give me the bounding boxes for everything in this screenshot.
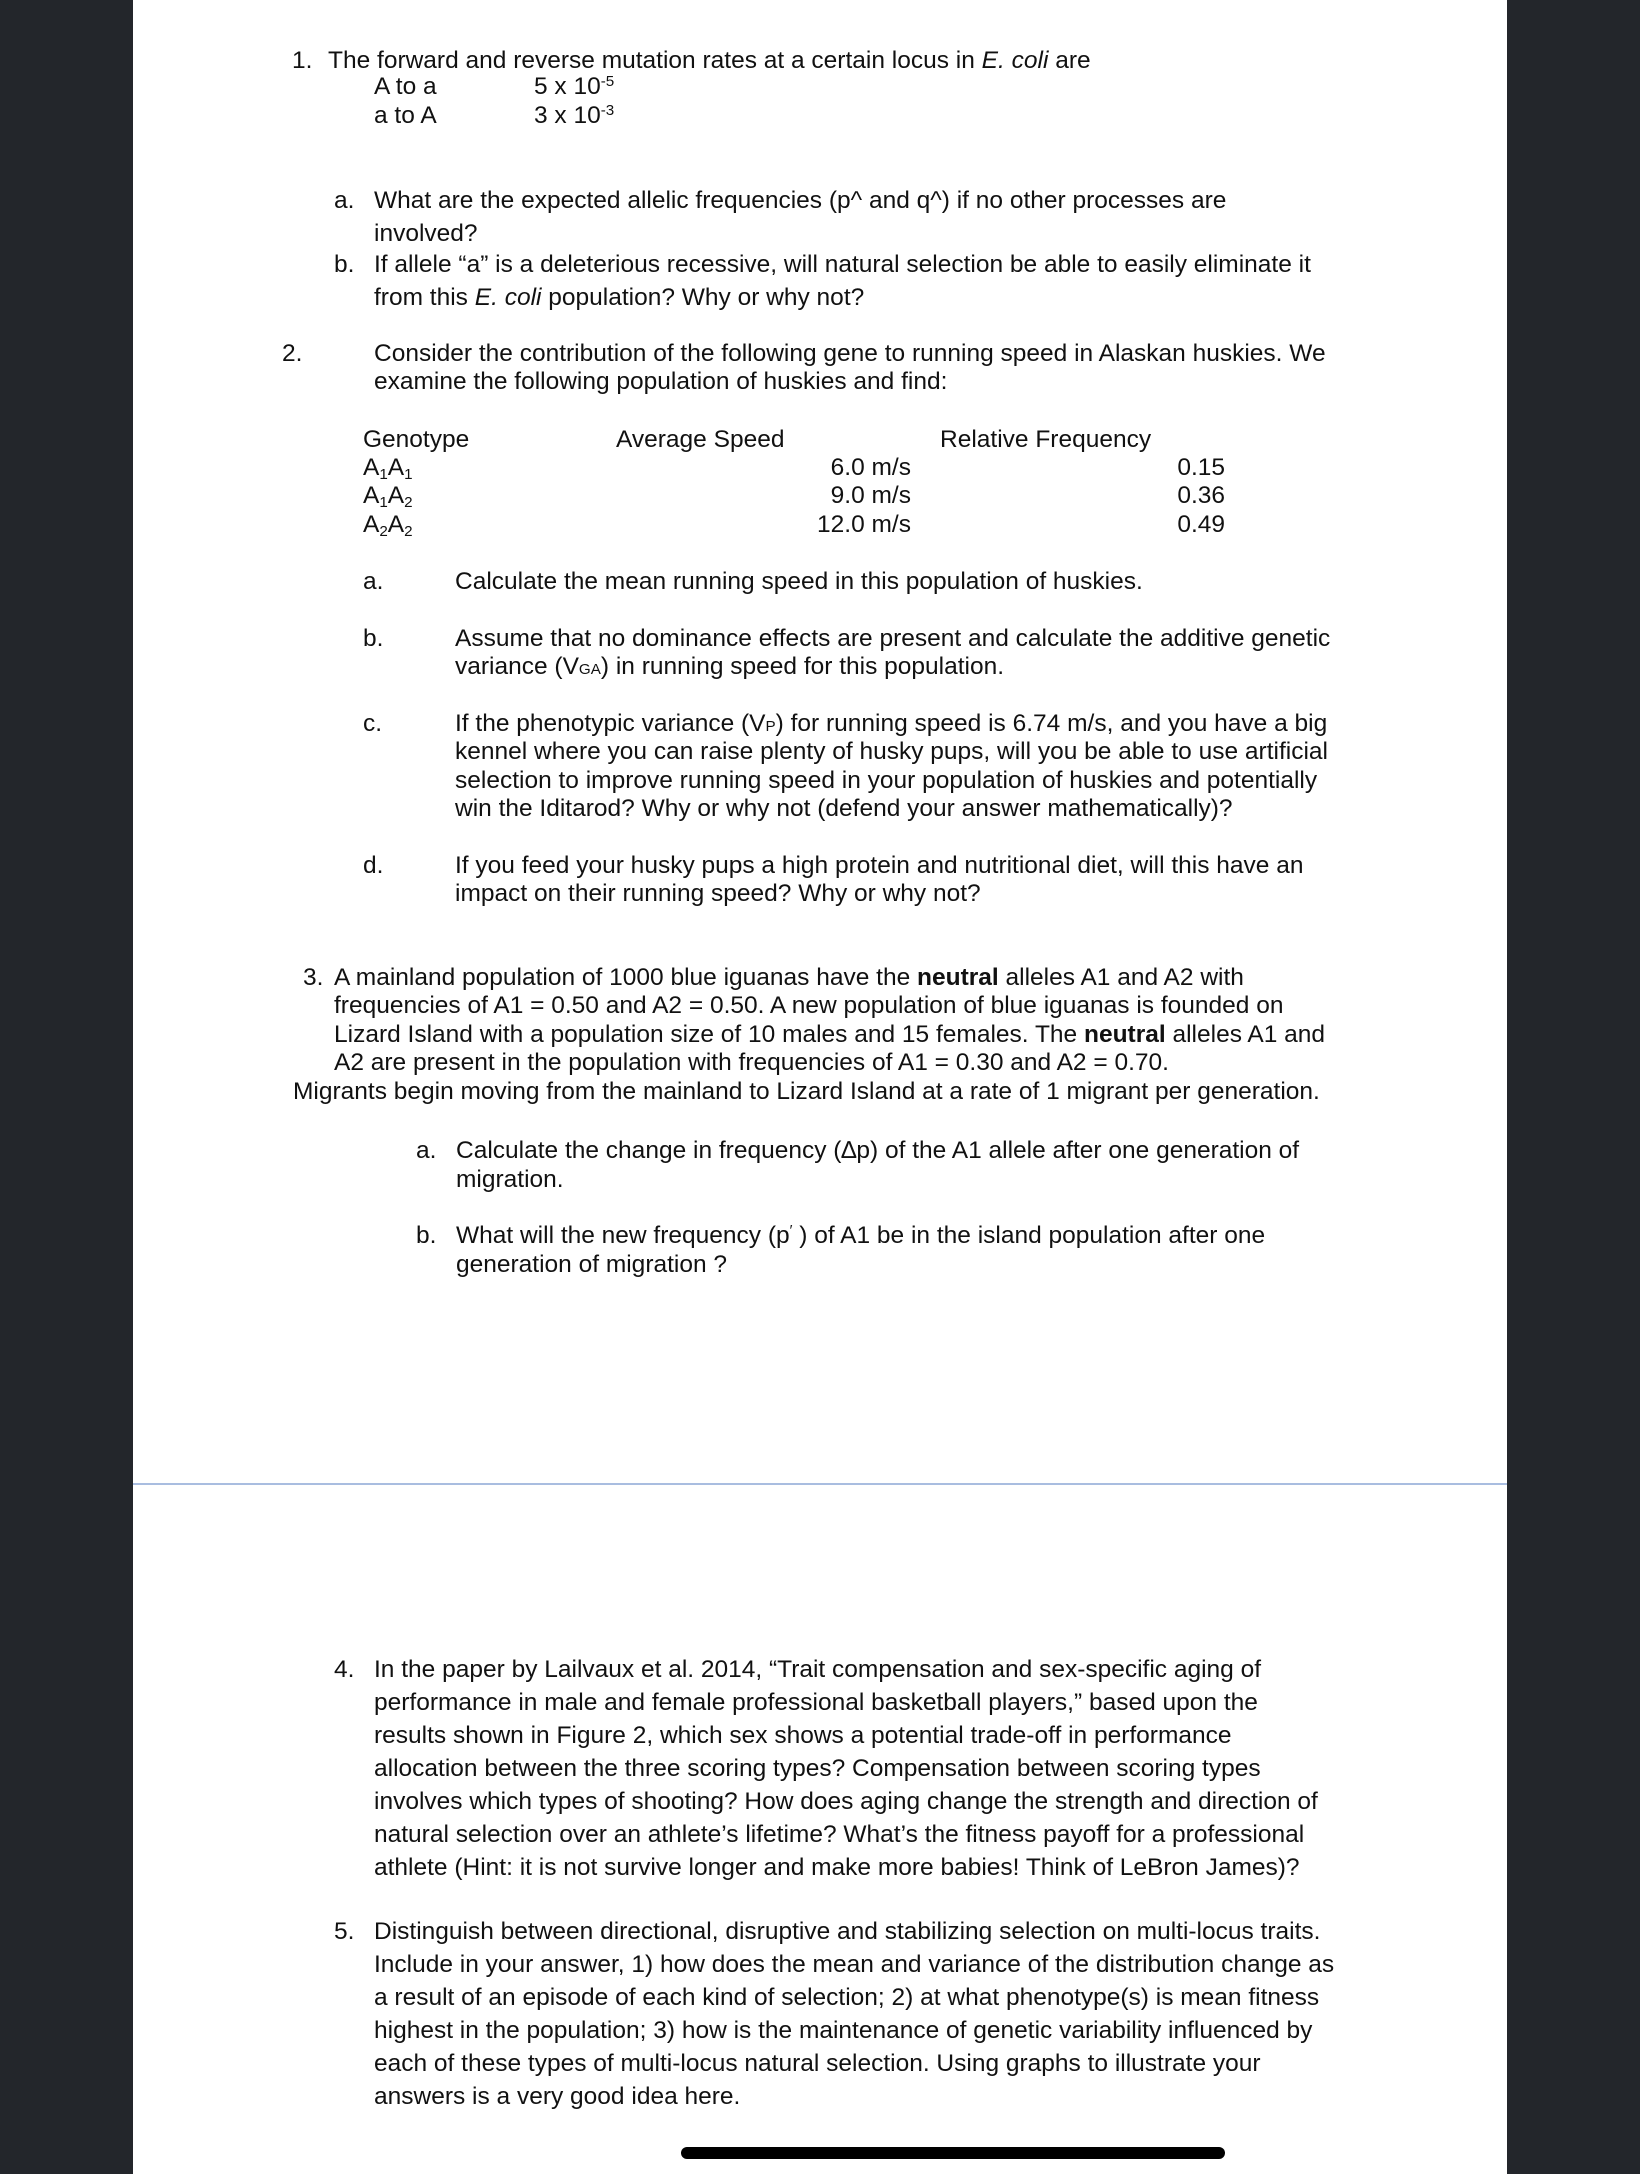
q2b-text: variance (VGA) in running speed for this population. <box>455 653 1005 680</box>
q1-stem: The forward and reverse mutation rates at a certain locus in E. coli are <box>328 47 1091 74</box>
q3-text: A2 are present in the population with frequencies of A1 = 0.30 and A2 = 0.70. <box>334 1049 1169 1076</box>
q3-text: Migrants begin moving from the mainland to Lizard Island at a rate of 1 migrant per generation. <box>293 1078 1320 1105</box>
q2c-text: If the phenotypic variance (VP) for running speed is 6.74 m/s, and you have a big <box>455 710 1328 737</box>
q4-text: performance in male and female professional basketball players,” based upon the <box>374 1689 1258 1716</box>
q3b-text: generation of migration ? <box>456 1251 728 1278</box>
q1-rate-value: 5 x $10^{-5}$ <box>534 72 615 100</box>
genotype-cell: A1A2 <box>363 482 413 511</box>
speed-cell: 9.0 m/s <box>830 482 911 509</box>
q4-text: athlete (Hint: it is not survive longer and make more babies! Think of LeBron James)? <box>374 1854 1300 1881</box>
q2c-marker: c. <box>363 710 383 737</box>
q2a-marker: a. <box>363 568 384 595</box>
document-page <box>133 0 1507 2174</box>
q1b-text: If allele “a” is a deleterious recessive, will natural selection be able to easily eliminate it <box>374 251 1311 278</box>
q4-text: In the paper by Lailvaux et al. 2014, “Trait compensation and sex-specific aging of <box>374 1656 1262 1683</box>
q1a-text: What are the expected allelic frequencies (p^ and q^) if no other processes are <box>374 187 1227 214</box>
q5-text: highest in the population; 3) how is the maintenance of genetic variability influenced by <box>374 2017 1313 2044</box>
q2b-text: Assume that no dominance effects are present and calculate the additive genetic <box>455 625 1331 652</box>
frequency-cell: 0.36 <box>1177 482 1225 509</box>
q1b-marker: b. <box>334 251 355 278</box>
q4-text: results shown in Figure 2, which sex shows a potential trade-off in performance <box>374 1722 1232 1749</box>
q2c-text: win the Iditarod? Why or why not (defend your answer mathematically)? <box>455 795 1233 822</box>
q3-text: frequencies of A1 = 0.50 and A2 = 0.50. A new population of blue iguanas is founded on <box>334 992 1284 1019</box>
q3b-marker: b. <box>416 1222 437 1249</box>
q4-text: allocation between the three scoring types? Compensation between scoring types <box>374 1755 1261 1782</box>
home-indicator[interactable] <box>681 2147 1225 2159</box>
q5-text: answers is a very good idea here. <box>374 2083 741 2110</box>
q5-text: Distinguish between directional, disruptive and stabilizing selection on multi-locus traits. <box>374 1918 1321 1945</box>
q2c-text: kennel where you can raise plenty of husky pups, will you be able to use artificial <box>455 738 1328 765</box>
genotype-cell: A2A2 <box>363 511 413 540</box>
q2-intro: examine the following population of huskies and find: <box>374 368 948 395</box>
q2-intro: Consider the contribution of the following gene to running speed in Alaskan huskies. We <box>374 340 1326 367</box>
q1-rate-label: a to A <box>374 102 437 129</box>
q1b-text: from this E. coli population? Why or why not? <box>374 284 865 311</box>
q1-rate-value: 3 x $10^{-3}$ <box>534 101 615 129</box>
q5-text: each of these types of multi-locus natural selection. Using graphs to illustrate your <box>374 2050 1261 2077</box>
q2d-text: If you feed your husky pups a high protein and nutritional diet, will this have an <box>455 852 1304 879</box>
q3-text: Lizard Island with a population size of 10 males and 15 females. The neutral alleles A1 and <box>334 1021 1326 1048</box>
q3b-text: What will the new frequency (p′ ) of A1 be in the island population after one <box>456 1221 1266 1249</box>
q2b-marker: b. <box>363 625 384 652</box>
q5-text: a result of an episode of each kind of selection; 2) at what phenotype(s) is mean fitness <box>374 1984 1320 2011</box>
q4-text: natural selection over an athlete’s lifetime? What’s the fitness payoff for a professional <box>374 1821 1305 1848</box>
section-divider <box>133 1483 1507 1485</box>
table-header: Relative Frequency <box>940 426 1152 453</box>
table-header: Average Speed <box>616 426 785 453</box>
q1a-marker: a. <box>334 187 355 214</box>
q3a-marker: a. <box>416 1137 437 1164</box>
q3-text: A mainland population of 1000 blue iguanas have the neutral alleles A1 and A2 with <box>334 964 1244 991</box>
q2a-text: Calculate the mean running speed in this population of huskies. <box>455 568 1143 595</box>
genotype-cell: A1A1 <box>363 454 413 483</box>
q4-number: 4. <box>334 1656 355 1683</box>
q2d-marker: d. <box>363 852 384 879</box>
q2c-text: selection to improve running speed in your population of huskies and potentially <box>455 767 1318 794</box>
frequency-cell: 0.15 <box>1177 454 1225 481</box>
q3-number: 3. <box>303 964 324 991</box>
speed-cell: 6.0 m/s <box>830 454 911 481</box>
speed-cell: 12.0 m/s <box>817 511 911 538</box>
q5-text: Include in your answer, 1) how does the mean and variance of the distribution change as <box>374 1951 1335 1978</box>
q4-text: involves which types of shooting? How does aging change the strength and direction of <box>374 1788 1318 1815</box>
q1-number: 1. <box>292 47 313 74</box>
q3a-text: migration. <box>456 1166 564 1193</box>
q2-number: 2. <box>282 340 303 367</box>
q3a-text: Calculate the change in frequency (∆p) of the A1 allele after one generation of <box>456 1137 1300 1164</box>
table-header: Genotype <box>363 426 470 453</box>
q5-number: 5. <box>334 1918 355 1945</box>
q1a-text: involved? <box>374 220 478 247</box>
q1-rate-label: A to a <box>374 73 437 100</box>
frequency-cell: 0.49 <box>1177 511 1225 538</box>
q2d-text: impact on their running speed? Why or why not? <box>455 880 981 907</box>
